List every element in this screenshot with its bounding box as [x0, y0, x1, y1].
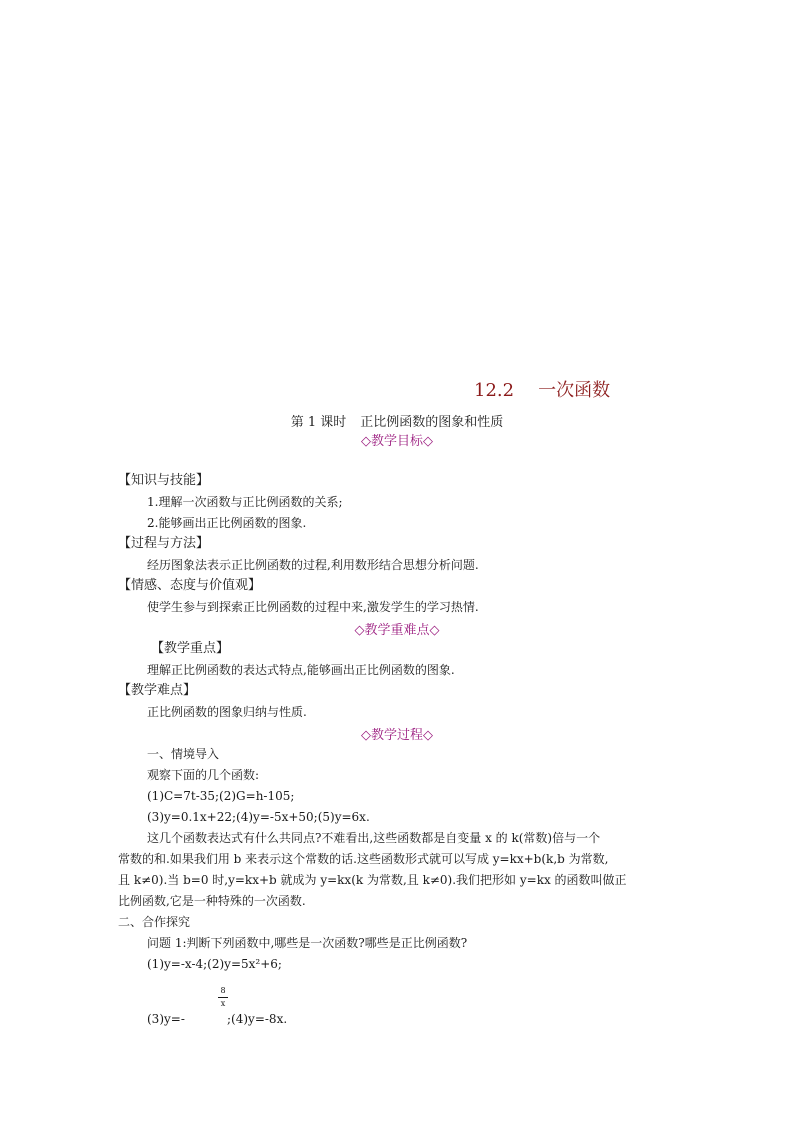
lesson-topic: 正比例函数的图象和性质: [360, 415, 504, 430]
paragraph-line-4: 比例函数,它是一种特殊的一次函数.: [118, 894, 306, 908]
fraction-bar: [218, 997, 228, 998]
question-1-item-4: ;(4)y=-8x.: [227, 1012, 288, 1026]
paragraph-line-1: 这几个函数表达式有什么共同点?不难看出,这些函数都是自变量 x 的 k(常数)倍与一个: [147, 831, 601, 845]
paragraph-line-2: 常数的和.如果我们用 b 来表示这个常数的话.这些函数形式就可以写成 y=kx+b(k,b 为常数,: [118, 852, 609, 866]
step-intro-heading: 一、情境导入: [147, 747, 220, 761]
step-explore-heading: 二、合作探究: [118, 915, 191, 929]
attitude-text: 使学生参与到探索正比例函数的过程中来,激发学生的学习热情.: [147, 600, 479, 614]
fraction-numerator: 8: [220, 986, 226, 995]
process-method-text: 经历图象法表示正比例函数的过程,利用数形结合思想分析问题.: [147, 558, 479, 572]
heading-key-point: 【教学重点】: [151, 641, 230, 656]
title-text: 一次函数: [538, 380, 611, 401]
question-1-items-a: (1)y=-x-4;(2)y=5x²+6;: [147, 957, 282, 971]
section-goals: ◇教学目标◇: [361, 434, 433, 449]
heading-process-method: 【过程与方法】: [118, 536, 210, 551]
heading-difficulty: 【教学难点】: [118, 683, 197, 698]
heading-knowledge: 【知识与技能】: [118, 473, 210, 488]
goal-item-1: 1.理解一次函数与正比例函数的关系;: [147, 495, 343, 509]
page-title: [474, 376, 610, 402]
observe-text: 观察下面的几个函数:: [147, 768, 260, 782]
lesson-number: 第 1 课时: [290, 415, 347, 430]
difficulty-text: 正比例函数的图象归纳与性质.: [147, 705, 307, 719]
section-process: ◇教学过程◇: [361, 728, 433, 743]
question-1-item-3-prefix: (3)y=-: [147, 1012, 185, 1026]
function-list-1: (1)C=7t-35;(2)G=h-105;: [147, 789, 295, 803]
lesson-subtitle: [0, 411, 794, 430]
heading-attitude: 【情感、态度与价值观】: [118, 578, 262, 593]
section-keypoints: ◇教学重难点◇: [354, 623, 440, 638]
title-number: 12.2: [474, 380, 515, 401]
fraction-8-over-x: [218, 986, 228, 1009]
function-list-2: (3)y=0.1x+22;(4)y=-5x+50;(5)y=6x.: [147, 810, 370, 824]
goal-item-2: 2.能够画出正比例函数的图象.: [147, 516, 307, 530]
key-point-text: 理解正比例函数的表达式特点,能够画出正比例函数的图象.: [147, 663, 455, 677]
fraction-denominator: x: [220, 999, 226, 1008]
paragraph-line-3: 且 k≠0).当 b=0 时,y=kx+b 就成为 y=kx(k 为常数,且 k≠0).我们把形如 y=kx 的函数叫做正: [118, 873, 627, 887]
question-1: 问题 1:判断下列函数中,哪些是一次函数?哪些是正比例函数?: [147, 936, 468, 950]
